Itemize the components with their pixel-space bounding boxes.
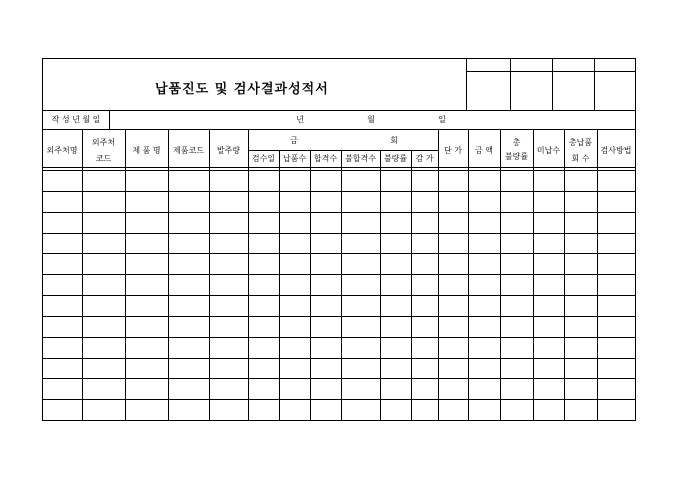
grid-line-v	[552, 58, 553, 110]
grid-line-h	[42, 378, 636, 379]
grid-line-h	[42, 191, 636, 192]
grid-line-h	[42, 170, 636, 171]
grid-line-h	[42, 167, 636, 168]
header-vendor-code-1: 외주처	[91, 138, 116, 147]
grid-line-v	[109, 110, 110, 129]
grid-line-h	[248, 150, 438, 151]
header-product-code: 제품코드	[173, 146, 204, 155]
date-row-label: 작 성 년 월 일	[51, 115, 101, 124]
grid-line-h	[42, 274, 636, 275]
grid-line-h	[42, 295, 636, 296]
header-deduction: 감 가	[415, 154, 434, 163]
header-order-qty: 발주량	[216, 146, 241, 155]
grid-line-v	[42, 58, 43, 420]
header-inspection-method: 검사방법	[600, 146, 632, 155]
grid-line-h	[42, 253, 636, 254]
header-this-time-a: 금	[290, 136, 298, 145]
grid-line-h	[42, 420, 636, 421]
grid-line-v	[594, 58, 595, 110]
header-fail-qty: 불합격수	[345, 154, 376, 163]
header-total-defect-1: 총	[512, 138, 521, 147]
header-inspect-date: 검수일	[251, 154, 276, 163]
header-total-defect-2: 불량률	[504, 152, 529, 161]
header-this-time-b: 회	[390, 136, 398, 145]
grid-line-h	[42, 110, 636, 111]
header-undelivered: 미납수	[536, 146, 561, 155]
grid-line-h	[42, 358, 636, 359]
header-defect-rate: 불량률	[383, 154, 408, 163]
grid-line-h	[42, 337, 636, 338]
header-pass-qty: 합격수	[313, 154, 338, 163]
grid-line-h	[42, 58, 636, 59]
grid-line-v	[466, 58, 467, 110]
header-unit-price: 단 가	[444, 146, 462, 155]
grid-line-v	[510, 58, 511, 110]
header-vendor-code-2: 코드	[95, 154, 112, 163]
header-total-deliveries-1: 총납품	[568, 138, 593, 147]
date-month-label: 월	[367, 115, 375, 124]
grid-line-v	[635, 58, 636, 420]
date-year-label: 년	[296, 115, 304, 124]
header-total-deliveries-2: 회 수	[571, 154, 590, 163]
header-amount: 금 액	[475, 146, 493, 155]
grid-line-h	[42, 316, 636, 317]
date-day-label: 일	[438, 115, 446, 124]
grid-line-h	[42, 129, 636, 130]
grid-line-h	[466, 71, 635, 72]
grid-line-h	[42, 233, 636, 234]
grid-line-h	[42, 399, 636, 400]
form-title: 납품진도 및 검사결과성적서	[155, 82, 329, 97]
header-vendor-name: 외주처명	[46, 146, 78, 155]
header-delivered-qty: 납품수	[282, 154, 307, 163]
grid-line-h	[42, 212, 636, 213]
header-product-name: 제 품 명	[132, 146, 161, 155]
